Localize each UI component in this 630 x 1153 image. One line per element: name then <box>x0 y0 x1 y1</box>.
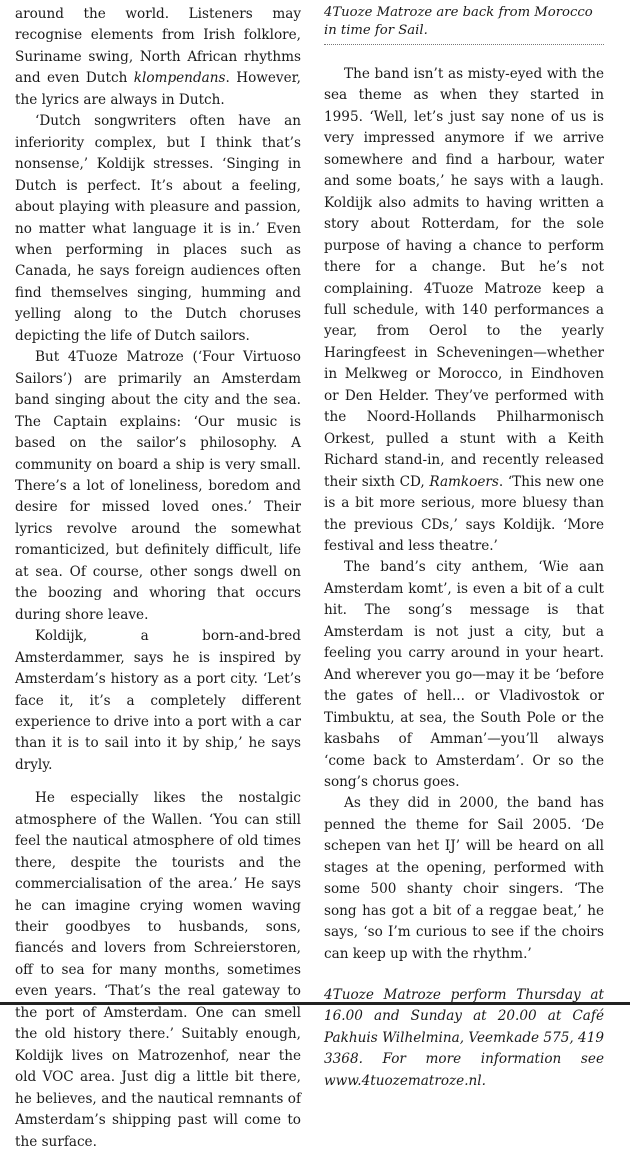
paragraph-6 <box>324 64 604 557</box>
paragraph-7: The band’s city anthem, ‘Wie aan Amsterdam komt’, is even a bit of a cult hit. The song’s message is that Amsterdam is not just a city, but a feeling you carry around in your heart. And wherever you go—may it be ‘before the gates of hell... or Vladivostok or Timbuktu, at sea, the South Pole or the kasbahs of Amman’—you’ll always ‘come back to Amsterdam’. Or so the song’s chorus goes. <box>324 559 604 790</box>
article-left-column <box>15 4 301 1153</box>
caption-divider <box>324 44 604 45</box>
paragraph-3: But 4Tuoze Matroze (‘Four Virtuoso Sailors’) are primarily an Amsterdam band singing about the city and the sea. The Captain explains: ‘Our music is based on the sailor’s philosophy. A community on board a ship is very small. There’s a lot of loneliness, boredom and desire for missed loved ones.’ Their lyrics revolve around the somewhat romanticized, but definitely difficult, life at sea. Of course, other songs dwell on the boozing and whoring that occurs during shore leave. <box>15 349 301 623</box>
performance-info: 4Tuoze Matroze perform Thursday at 16.00 and Sunday at 20.00 at Café Pakhuis Wilhelmina, Veemkade 575, 419 3368. For more information see www.4tuozematroze.nl. <box>324 987 604 1089</box>
paragraph-1-text-end: . However, the lyrics are always in Dutch. <box>15 70 301 108</box>
paragraph-5: He especially likes the nostalgic atmosphere of the Wallen. ‘You can still feel the nautical atmosphere of old times there, despite the tourists and the commercialisation of the area.’ He says he can imagine crying women waving their goodbyes to husbands, sons, fiancés and lovers from Schreierstoren, off to sea for many months, sometimes even years. ‘That’s the real gateway to the port of Amsterdam. One can smell the old history there.’ Suitably enough, Koldijk lives on Matrozenhof, near the old VOC area. Just dig a little bit there, he believes, and the nautical remnants of Amsterdam’s shipping past will come to the surface. <box>15 790 301 1150</box>
italic-term: klompendans <box>133 70 226 87</box>
paragraph-1-text: around the world. Listeners may recognise elements from Irish folklore, Suriname swing, North African rhythms and even Dutch <box>15 6 301 87</box>
photo-caption: 4Tuoze Matroze are back from Morocco in time for Sail. <box>324 5 593 38</box>
album-title: Ramkoers <box>429 473 499 490</box>
paragraph-2: ‘Dutch songwriters often have an inferiority complex, but I think that’s nonsense,’ Koldijk stresses. ‘Singing in Dutch is perfect. It’s about a feeling, about playing with pleasure and passion, no matter what language it is in.’ Even when performing in places such as Canada, he says foreign audiences often find themselves singing, humming and yelling along to the Dutch choruses depicting the life of Dutch sailors. <box>15 113 301 344</box>
paragraph-1 <box>15 4 301 111</box>
paragraph-6-text: The band isn’t as misty-eyed with the sea theme as when they started in 1995. ‘Well, let’s just say none of us is very impressed anymore if we arrive somewhere and find a harbour, water and some boats,’ he says with a laugh. Koldijk also admits to having written a story about Rotterdam, for the sole purpose of having a chance to perform there for a change. But he’s not complaining. 4Tuoze Matroze keep a full schedule, with 140 performances a year, from Oerol to the yearly Haringfeest in Scheveningen—whether in Melkweg or Morocco, in Eindhoven or Den Helder. They’ve performed with the Noord-Hollands Philharmonisch Orkest, pulled a stunt with a Keith Richard stand-in, and recently released their sixth CD, <box>324 66 604 490</box>
article-right-column <box>324 4 604 1092</box>
bottom-divider <box>0 1002 630 1005</box>
paragraph-8: As they did in 2000, the band has penned the theme for Sail 2005. ‘De schepen van het IJ’ will be heard on all stages at the opening, performed with some 500 shanty choir singers. ‘The song has got a bit of a reggae beat,’ he says, ‘so I’m curious to see if the choirs can keep up with the rhythm.’ <box>324 795 604 962</box>
paragraph-4: Koldijk, a born-and-bred Amsterdammer, says he is inspired by Amsterdam’s history as a port city. ‘Let’s face it, it’s a completely different experience to drive into a port with a car than it is to sail into it by ship,’ he says dryly. <box>15 628 301 773</box>
paragraph-6-text-end: . ‘This new one is a bit more serious, more bluesy than the previous CDs,’ says Koldijk. ‘More festival and less theatre.’ <box>324 473 605 554</box>
